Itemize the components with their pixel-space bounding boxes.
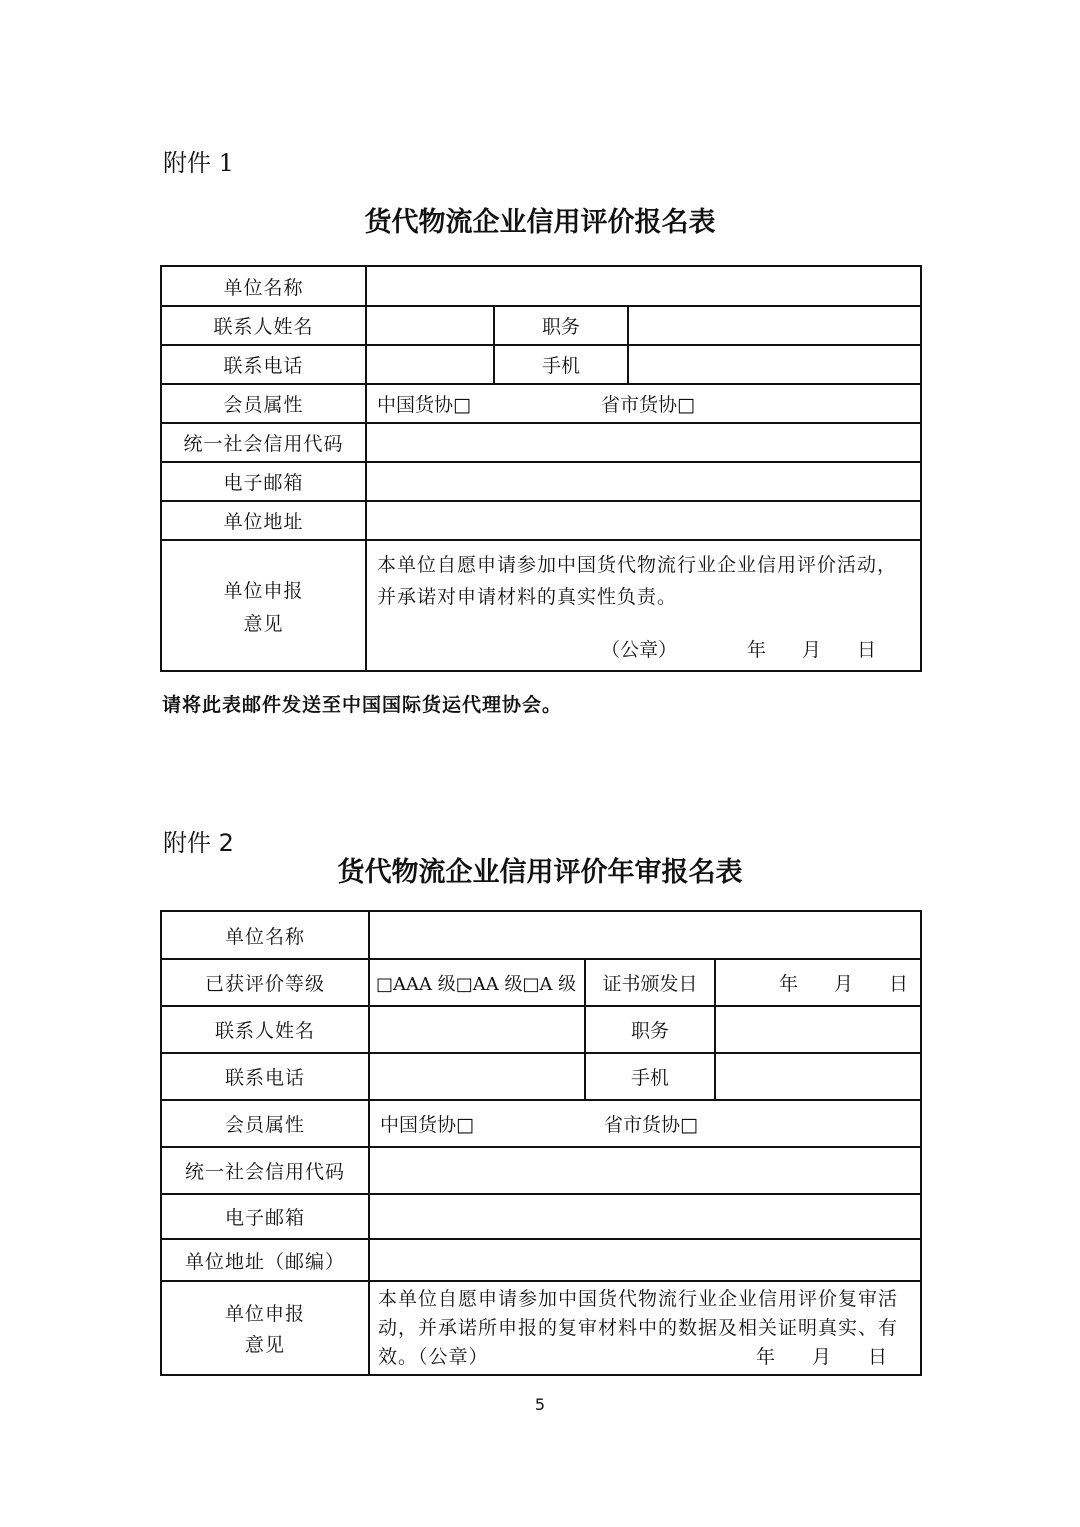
form2-address-label: 单位地址（邮编） — [161, 1239, 369, 1281]
form2-mobile-field[interactable] — [715, 1053, 921, 1100]
unit-name-label: 单位名称 — [161, 266, 366, 306]
form2-contact-name-label: 联系人姓名 — [161, 1006, 369, 1053]
position-label: 职务 — [494, 306, 628, 345]
form2-membership-option-provincial-checkbox[interactable]: 省市货协□ — [603, 1114, 698, 1136]
seal-label: （公章） — [600, 639, 677, 661]
form1-row-address — [161, 501, 921, 540]
form2-title: 货代物流企业信用评价年审报名表 — [337, 857, 743, 888]
form2-membership-field — [369, 1100, 921, 1147]
form2-row-email — [161, 1194, 921, 1239]
form2-declaration-block — [378, 1285, 912, 1372]
mobile-field[interactable] — [628, 345, 921, 384]
membership-option-provincial-checkbox[interactable]: 省市货协□ — [600, 394, 695, 416]
declaration-text: 本单位自愿申请参加中国货代物流行业企业信用评价活动，并承诺对申请材料的真实性负责。 — [377, 554, 898, 608]
form2-row-unit-name — [161, 911, 921, 959]
contact-phone-label: 联系电话 — [161, 345, 366, 384]
form2-address-field[interactable] — [369, 1239, 921, 1281]
form2-position-field[interactable] — [715, 1006, 921, 1053]
email-field[interactable] — [366, 462, 921, 501]
form1-row-email — [161, 462, 921, 501]
contact-name-field[interactable] — [366, 306, 494, 345]
form2-credit-code-label: 统一社会信用代码 — [161, 1147, 369, 1194]
seal-date-line — [377, 635, 910, 662]
cert-date-label: 证书颁发日 — [585, 959, 715, 1006]
address-label: 单位地址 — [161, 501, 366, 540]
form2-row-address — [161, 1239, 921, 1281]
contact-phone-field[interactable] — [366, 345, 494, 384]
form2-membership-option-national-checkbox[interactable]: 中国货协□ — [380, 1114, 474, 1136]
form2-row-contact — [161, 1006, 921, 1053]
form2-unit-name-label: 单位名称 — [161, 911, 369, 959]
grade-label: 已获评价等级 — [161, 959, 369, 1006]
form2-email-field[interactable] — [369, 1194, 921, 1239]
form1-row-credit-code — [161, 423, 921, 462]
form2-row-phone — [161, 1053, 921, 1100]
form2-contact-phone-label: 联系电话 — [161, 1053, 369, 1100]
form2-membership-label: 会员属性 — [161, 1100, 369, 1147]
form2-declaration-text: 本单位自愿申请参加中国货代物流行业企业信用评价复审活动，并承诺所申报的复审材料中的数据及相关证明真实、有效。 — [378, 1287, 899, 1368]
form2-unit-name-field[interactable] — [369, 911, 921, 959]
date-month: 月 — [801, 639, 821, 661]
mobile-label: 手机 — [494, 345, 628, 384]
cert-date-day: 日 — [889, 973, 909, 995]
form2-contact-phone-field[interactable] — [369, 1053, 585, 1100]
submission-note: 请将此表邮件发送至中国国际货运代理协会。 — [162, 694, 563, 716]
grade-options-checkboxes[interactable]: □AAA 级□AA 级□A 级 — [369, 959, 585, 1006]
form1-title: 货代物流企业信用评价报名表 — [364, 207, 716, 238]
membership-field — [366, 384, 921, 423]
form2-date-month: 月 — [811, 1345, 832, 1368]
form1-row-opinion — [161, 540, 921, 671]
cert-date-field[interactable] — [715, 959, 921, 1006]
form1-row-contact — [161, 306, 921, 345]
form2-mobile-label: 手机 — [585, 1053, 715, 1100]
form1-row-unit-name — [161, 266, 921, 306]
form2-opinion-label — [161, 1281, 369, 1375]
membership-option-national-checkbox[interactable]: 中国货协□ — [377, 394, 471, 416]
contact-name-label: 联系人姓名 — [161, 306, 366, 345]
form1-table — [160, 265, 922, 672]
form2-date-year: 年 — [755, 1345, 776, 1368]
form2-position-label: 职务 — [585, 1006, 715, 1053]
credit-code-field[interactable] — [366, 423, 921, 462]
membership-label: 会员属性 — [161, 384, 366, 423]
form2-opinion-label-line1: 单位申报 — [224, 1303, 305, 1325]
attachment-2-label: 附件 2 — [163, 829, 234, 857]
email-label: 电子邮箱 — [161, 462, 366, 501]
form2-email-label: 电子邮箱 — [161, 1194, 369, 1239]
position-field[interactable] — [628, 306, 921, 345]
form2-row-membership — [161, 1100, 921, 1147]
opinion-field[interactable] — [366, 540, 921, 671]
form1-row-phone — [161, 345, 921, 384]
credit-code-label: 统一社会信用代码 — [161, 423, 366, 462]
date-day: 日 — [857, 639, 877, 661]
form2-credit-code-field[interactable] — [369, 1147, 921, 1194]
opinion-label-line2: 意见 — [243, 612, 284, 635]
form2-date-day: 日 — [868, 1345, 889, 1368]
form2-row-opinion — [161, 1281, 921, 1375]
opinion-label — [161, 540, 366, 671]
date-year: 年 — [746, 639, 766, 661]
form1-row-membership — [161, 384, 921, 423]
cert-date-month: 月 — [833, 973, 853, 995]
opinion-label-line1: 单位申报 — [223, 579, 304, 602]
address-field[interactable] — [366, 501, 921, 540]
cert-date-year: 年 — [778, 973, 798, 995]
form2-opinion-label-line2: 意见 — [244, 1334, 285, 1356]
form2-row-credit-code — [161, 1147, 921, 1194]
form2-seal-label: （公章） — [418, 1345, 489, 1368]
form2-seal-date — [720, 1343, 888, 1372]
unit-name-field[interactable] — [366, 266, 921, 306]
form2-row-grade — [161, 959, 921, 1006]
form2-opinion-field[interactable] — [369, 1281, 921, 1375]
form2-contact-name-field[interactable] — [369, 1006, 585, 1053]
attachment-1-label: 附件 1 — [163, 149, 234, 177]
form2-table — [160, 910, 922, 1376]
page-number: 5 — [534, 1395, 546, 1414]
